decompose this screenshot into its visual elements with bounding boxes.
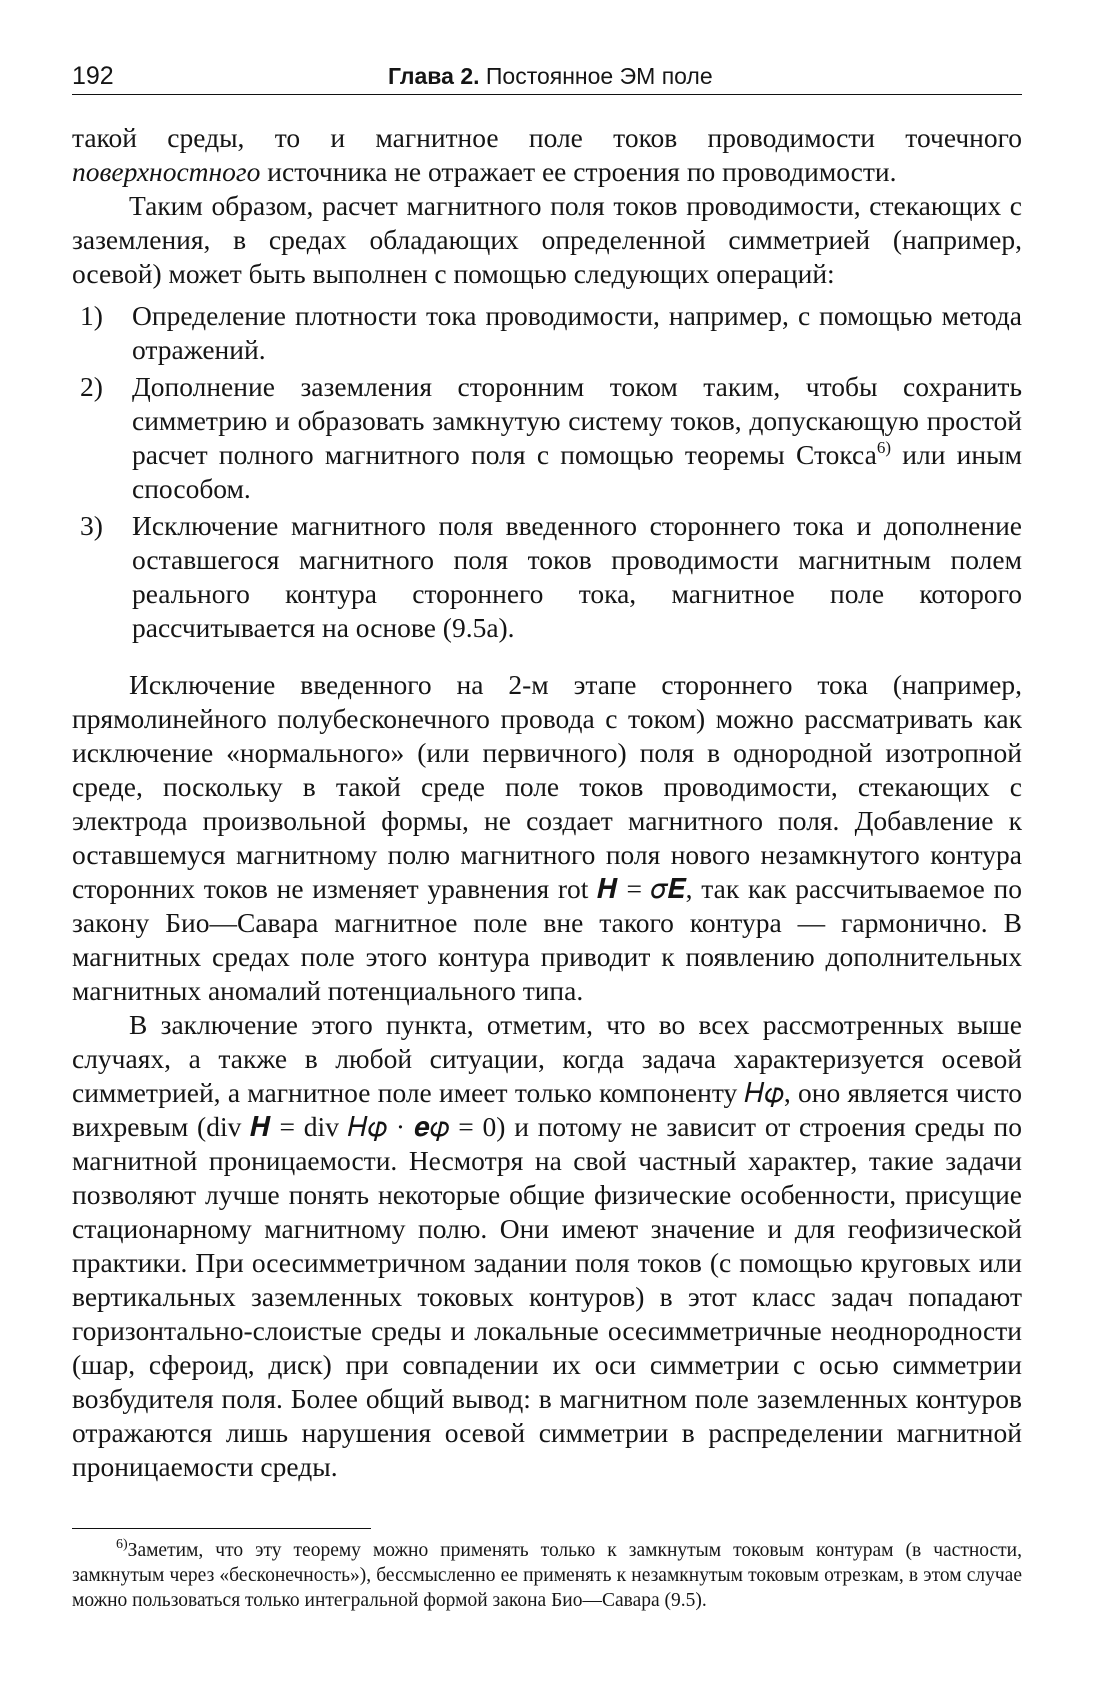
chapter-title	[388, 63, 713, 90]
body-text	[72, 121, 1022, 1484]
paragraph-4: В заключение этого пункта, отметим, что во всех рассмотренных выше случаях, а также в любой ситуации, когда задача характеризуется осевой симметрией, а магнитное поле имеет только компоненту 𝐻𝜑, оно является чисто вихревым (div 𝑯 = div 𝐻𝜑 · 𝒆𝜑 = 0) и потому не зависит от строения среды по магнитной проницаемости. Несмотря на свой частный характер, такие задачи позволяют лучше понять некоторые общие физические особенности, присущие стационарному магнитному полю. Они имеют значение и для геофизической практики. При осесимметричном задании поля токов (с помощью круговых или вертикальных заземленных токовых контуров) в этот класс задач попадают горизонтально-слоистые среды и локальные осесимметричные неоднородности (шар, сфероид, диск) при совпадении их оси симметрии с осью симметрии возбудителя поля. Более общий вывод: в магнитном поле заземленных контуров отражаются лишь нарушения осевой симметрии в распределении магнитной проницаемости среды.	[72, 1009, 1022, 1482]
chapter-name: Постоянное ЭМ поле	[479, 63, 713, 89]
list-item	[72, 299, 1022, 367]
list-item	[72, 370, 1022, 506]
list-item-text: Исключение магнитного поля введенного стороннего тока и дополнение оставшегося магнитного поля токов проводимости магнитным полем реального контура стороннего тока, магнитное поле которого рассчитывается на основе (9.5a).	[132, 510, 1022, 643]
list-item-text: Определение плотности тока проводимости, например, с помощью метода отражений.	[132, 300, 1022, 365]
footnote-divider	[72, 1528, 371, 1529]
footnote-mark: 6)	[116, 1537, 128, 1552]
paragraph-1-text-b: источника не отражает ее строения по проводимости.	[260, 156, 897, 187]
footnote-reference[interactable]: 6)	[876, 438, 891, 457]
footnote	[72, 1538, 1022, 1613]
running-header	[72, 58, 1022, 95]
chapter-label: Глава 2.	[388, 63, 480, 89]
footnote-text: Заметим, что эту теорему можно применять только к замкнутым токовым контурам (в частности, замкнутым через «бесконечность»), бессмысленно ее применять к незамкнутым токовым отрезкам, в этом случае можно пользоваться только интегральной формой закона Био—Савара (9.5).	[72, 1540, 1022, 1611]
paragraph-1-text-a: такой среды, то и магнитное поле токов проводимости точечного	[72, 122, 1022, 153]
operations-list	[72, 299, 1022, 645]
spacer	[72, 648, 1022, 668]
list-item-text: Дополнение заземления сторонним током таким, чтобы сохранить симметрию и образовать замкнутую систему токов, допускающую простой расчет полного магнитного поля с помощью теоремы Стокса	[132, 371, 1022, 470]
list-item-number: 2)	[80, 371, 103, 402]
page-number: 192	[72, 62, 114, 90]
paragraph-1-emphasis: поверхностного	[72, 156, 261, 187]
page	[72, 58, 1022, 1484]
list-item	[72, 509, 1022, 645]
list-item-number: 3)	[80, 510, 103, 541]
paragraph-3: Исключение введенного на 2-м этапе стороннего тока (например, прямолинейного полубесконечного провода с током) можно рассматривать как исключение «нормального» (или первичного) поля в однородной изотропной среде, поскольку в такой среде поле токов проводимости, стекающих с электрода произвольной формы, не создает магнитного поля. Добавление к оставшемуся магнитному полю магнитного поля нового незамкнутого контура сторонних токов не изменяет уравнения rot 𝑯 = 𝜎𝑬, так как рассчитываемое по закону Био—Савара магнитное поле вне такого контура — гармонично. В магнитных средах поле этого контура приводит к появлению дополнительных магнитных аномалий потенциального типа.	[72, 669, 1022, 1006]
list-item-text-continued: или иным способом.	[132, 439, 1022, 504]
paragraph-1	[72, 121, 1022, 189]
list-item-number: 1)	[80, 300, 103, 331]
footnote-paragraph	[72, 1538, 1022, 1613]
paragraph-2: Таким образом, расчет магнитного поля токов проводимости, стекающих с заземления, в средах обладающих определенной симметрией (например, осевой) может быть выполнен с помощью следующих операций:	[72, 190, 1022, 289]
